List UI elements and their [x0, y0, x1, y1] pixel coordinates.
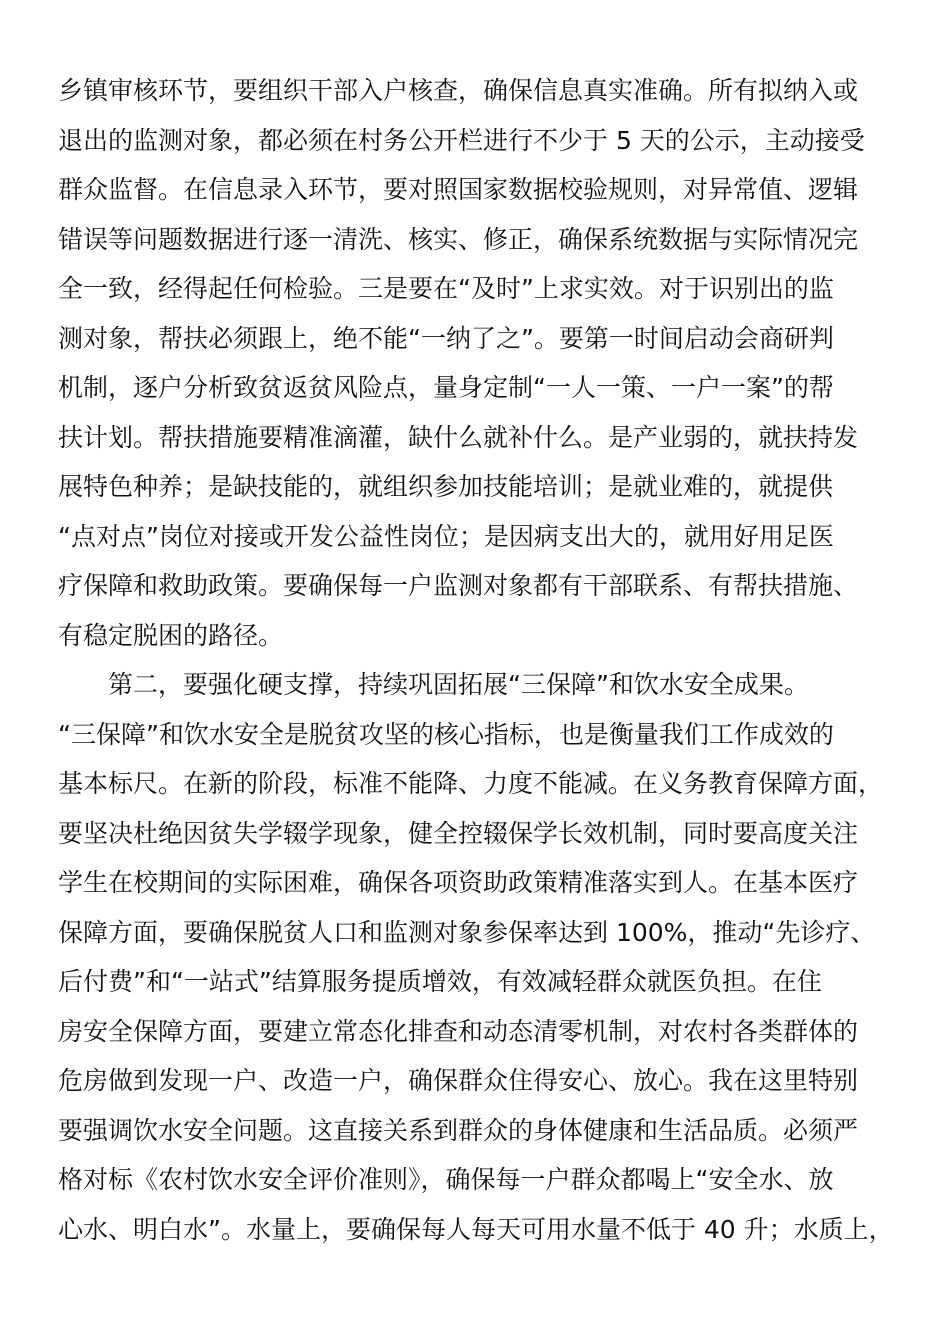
text-line: “点对点”岗位对接或开发公益性岗位；是因病支出大的，就用好用足医	[58, 521, 834, 551]
text-line: 心水、明白水”。水量上，要确保每人每天可用水量不低于 40 升；水质上，	[58, 1214, 894, 1244]
text-line: 有稳定脱困的路径。	[58, 620, 284, 650]
text-line: 要强调饮水安全问题。这直接关系到群众的身体健康和生活品质。必须严	[58, 1115, 859, 1145]
text-line: 基本标尺。在新的阶段，标准不能降、力度不能减。在义务教育保障方面，	[58, 769, 884, 798]
text-line: 保障方面，要确保脱贫人口和监测对象参保率达到 100%，推动“先诊疗、	[58, 917, 876, 947]
text-line: 格对标《农村饮水安全评价准则》，确保每一户群众都喝上“安全水、放	[58, 1165, 834, 1194]
text-line: 展特色种养；是缺技能的，就组织参加技能培训；是就业难的，就提供	[58, 472, 834, 501]
text-line: 扶计划。帮扶措施要精准滴灌，缺什么就补什么。是产业弱的，就扶持发	[58, 422, 859, 452]
text-line: 学生在校期间的实际困难，确保各项资助政策精准落实到人。在基本医疗	[58, 868, 859, 897]
text-line: 危房做到发现一户、改造一户，确保群众住得安心、放心。我在这里特别	[58, 1066, 859, 1095]
text-line: 群众监督。在信息录入环节，要对照国家数据校验规则，对异常值、逻辑	[58, 175, 859, 204]
text-line: 疗保障和救助政策。要确保每一户监测对象都有干部联系、有帮扶措施、	[58, 571, 859, 600]
text-line: 机制，逐户分析致贫返贫风险点，量身定制“一人一策、一户一案”的帮	[58, 373, 834, 402]
text-line: “三保障”和饮水安全是脱贫攻坚的核心指标，也是衡量我们工作成效的	[58, 719, 834, 749]
paragraph-heading: 第二，要强化硬支撑，持续巩固拓展“三保障”和饮水安全成果。	[108, 670, 809, 699]
document-body	[58, 66, 898, 1254]
text-line: 房安全保障方面，要建立常态化排查和动态清零机制，对农村各类群体的	[58, 1016, 859, 1046]
text-line: 要坚决杜绝因贫失学辍学现象，健全控辍保学长效机制，同时要高度关注	[58, 818, 859, 848]
text-line: 全一致，经得起任何检验。三是要在“及时”上求实效。对于识别出的监	[58, 274, 834, 303]
text-line: 乡镇审核环节，要组织干部入户核查，确保信息真实准确。所有拟纳入或	[58, 76, 859, 105]
text-line: 错误等问题数据进行逐一清洗、核实、修正，确保系统数据与实际情况完	[58, 224, 859, 254]
text-line: 测对象，帮扶必须跟上，绝不能“一纳了之”。要第一时间启动会商研判	[58, 323, 834, 353]
text-line: 后付费”和“一站式”结算服务提质增效，有效减轻群众就医负担。在住	[58, 967, 822, 996]
text-line: 退出的监测对象，都必须在村务公开栏进行不少于 5 天的公示，主动接受	[58, 125, 865, 155]
